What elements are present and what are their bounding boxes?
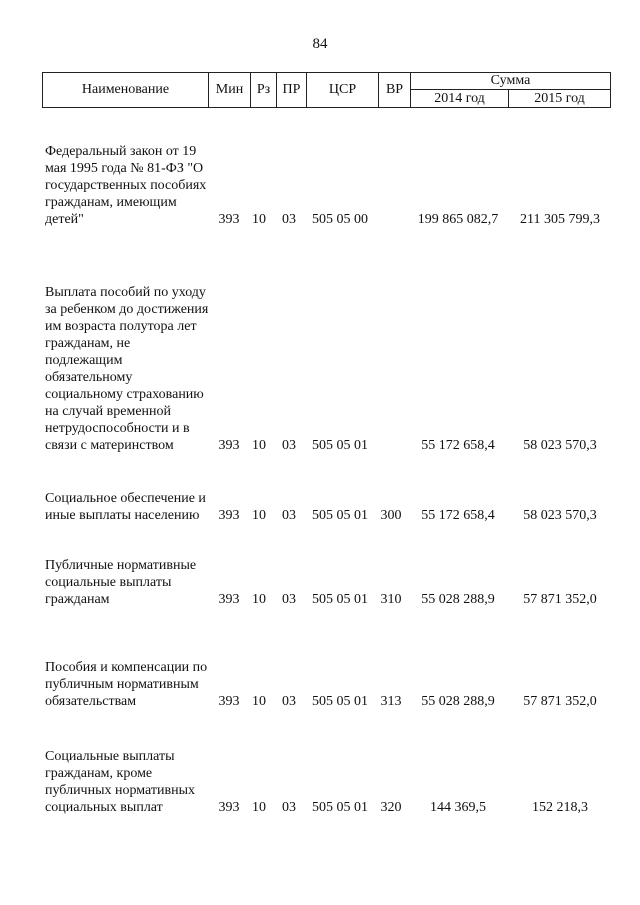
row-csr: 505 05 01: [312, 508, 368, 523]
row-pr: 03: [282, 800, 296, 815]
row-vr: 313: [380, 694, 402, 709]
row-sum-2015: 57 871 352,0: [523, 592, 597, 607]
header-min: Мин: [209, 73, 251, 107]
row-pr: 03: [282, 694, 296, 709]
header-sum: Сумма: [411, 73, 610, 90]
header-vr: ВР: [379, 73, 411, 107]
row-sum-2014: 55 172 658,4: [421, 438, 495, 453]
row-csr: 505 05 01: [312, 438, 368, 453]
row-pr: 03: [282, 212, 296, 227]
header-name: Наименование: [43, 73, 209, 107]
row-vr: 320: [380, 800, 402, 815]
header-year-2014: 2014 год: [411, 90, 509, 107]
table-header: [42, 72, 611, 108]
row-name: Публичные нормативные социальные выплаты гражданам: [45, 558, 197, 607]
row-pr: 03: [282, 508, 296, 523]
row-csr: 505 05 01: [312, 800, 368, 815]
row-csr: 505 05 00: [312, 212, 368, 227]
row-sum-2014: 55 028 288,9: [421, 592, 495, 607]
row-sum-2015: 211 305 799,3: [520, 212, 600, 227]
row-csr: 505 05 01: [312, 694, 368, 709]
page-number: 84: [312, 36, 328, 52]
row-csr: 505 05 01: [312, 592, 368, 607]
row-min: 393: [218, 694, 240, 709]
row-vr: 310: [380, 592, 402, 607]
row-min: 393: [218, 212, 240, 227]
row-min: 393: [218, 508, 240, 523]
header-year-2015: 2015 год: [534, 90, 585, 106]
row-name: Федеральный закон от 19 мая 1995 года № 81-ФЗ "О государственных пособиях гражданам, имеющим детей": [45, 144, 207, 227]
row-sum-2015: 152 218,3: [532, 800, 588, 815]
row-name: Социальные выплаты гражданам, кроме публичных нормативных социальных выплат: [45, 749, 196, 815]
row-name: Социальное обеспечение и иные выплаты населению: [45, 491, 206, 523]
row-rz: 10: [252, 508, 266, 523]
row-rz: 10: [252, 800, 266, 815]
row-rz: 10: [252, 212, 266, 227]
row-sum-2015: 58 023 570,3: [523, 508, 597, 523]
row-pr: 03: [282, 438, 296, 453]
row-name: Выплата пособий по уходу за ребенком до достижения им возраста полутора лет гражданам, не подлежащим обязательному социальному страхованию на случай временной нетрудоспособности и в связи с материнством: [45, 285, 209, 453]
table-row: [0, 126, 640, 228]
row-rz: 10: [252, 694, 266, 709]
header-pr: ПР: [277, 73, 307, 107]
row-sum-2015: 57 871 352,0: [523, 694, 597, 709]
header-csr: ЦСР: [307, 73, 379, 107]
row-sum-2014: 55 172 658,4: [421, 508, 495, 523]
row-sum-2014: 199 865 082,7: [417, 212, 499, 227]
table-row: [0, 538, 640, 608]
row-min: 393: [218, 592, 240, 607]
row-rz: 10: [252, 438, 266, 453]
row-name: Пособия и компенсации по публичным нормативным обязательствам: [45, 660, 208, 709]
table-row: [0, 246, 640, 454]
row-sum-2014: 55 028 288,9: [421, 694, 495, 709]
row-rz: 10: [252, 592, 266, 607]
table-row: [0, 470, 640, 524]
row-pr: 03: [282, 592, 296, 607]
row-sum-2014: 144 369,5: [430, 800, 486, 815]
row-vr: 300: [380, 508, 402, 523]
row-sum-2015: 58 023 570,3: [523, 438, 597, 453]
table-row: [0, 622, 640, 710]
row-min: 393: [218, 800, 240, 815]
header-rz: Рз: [251, 73, 277, 107]
table-row: [0, 728, 640, 816]
row-min: 393: [218, 438, 240, 453]
